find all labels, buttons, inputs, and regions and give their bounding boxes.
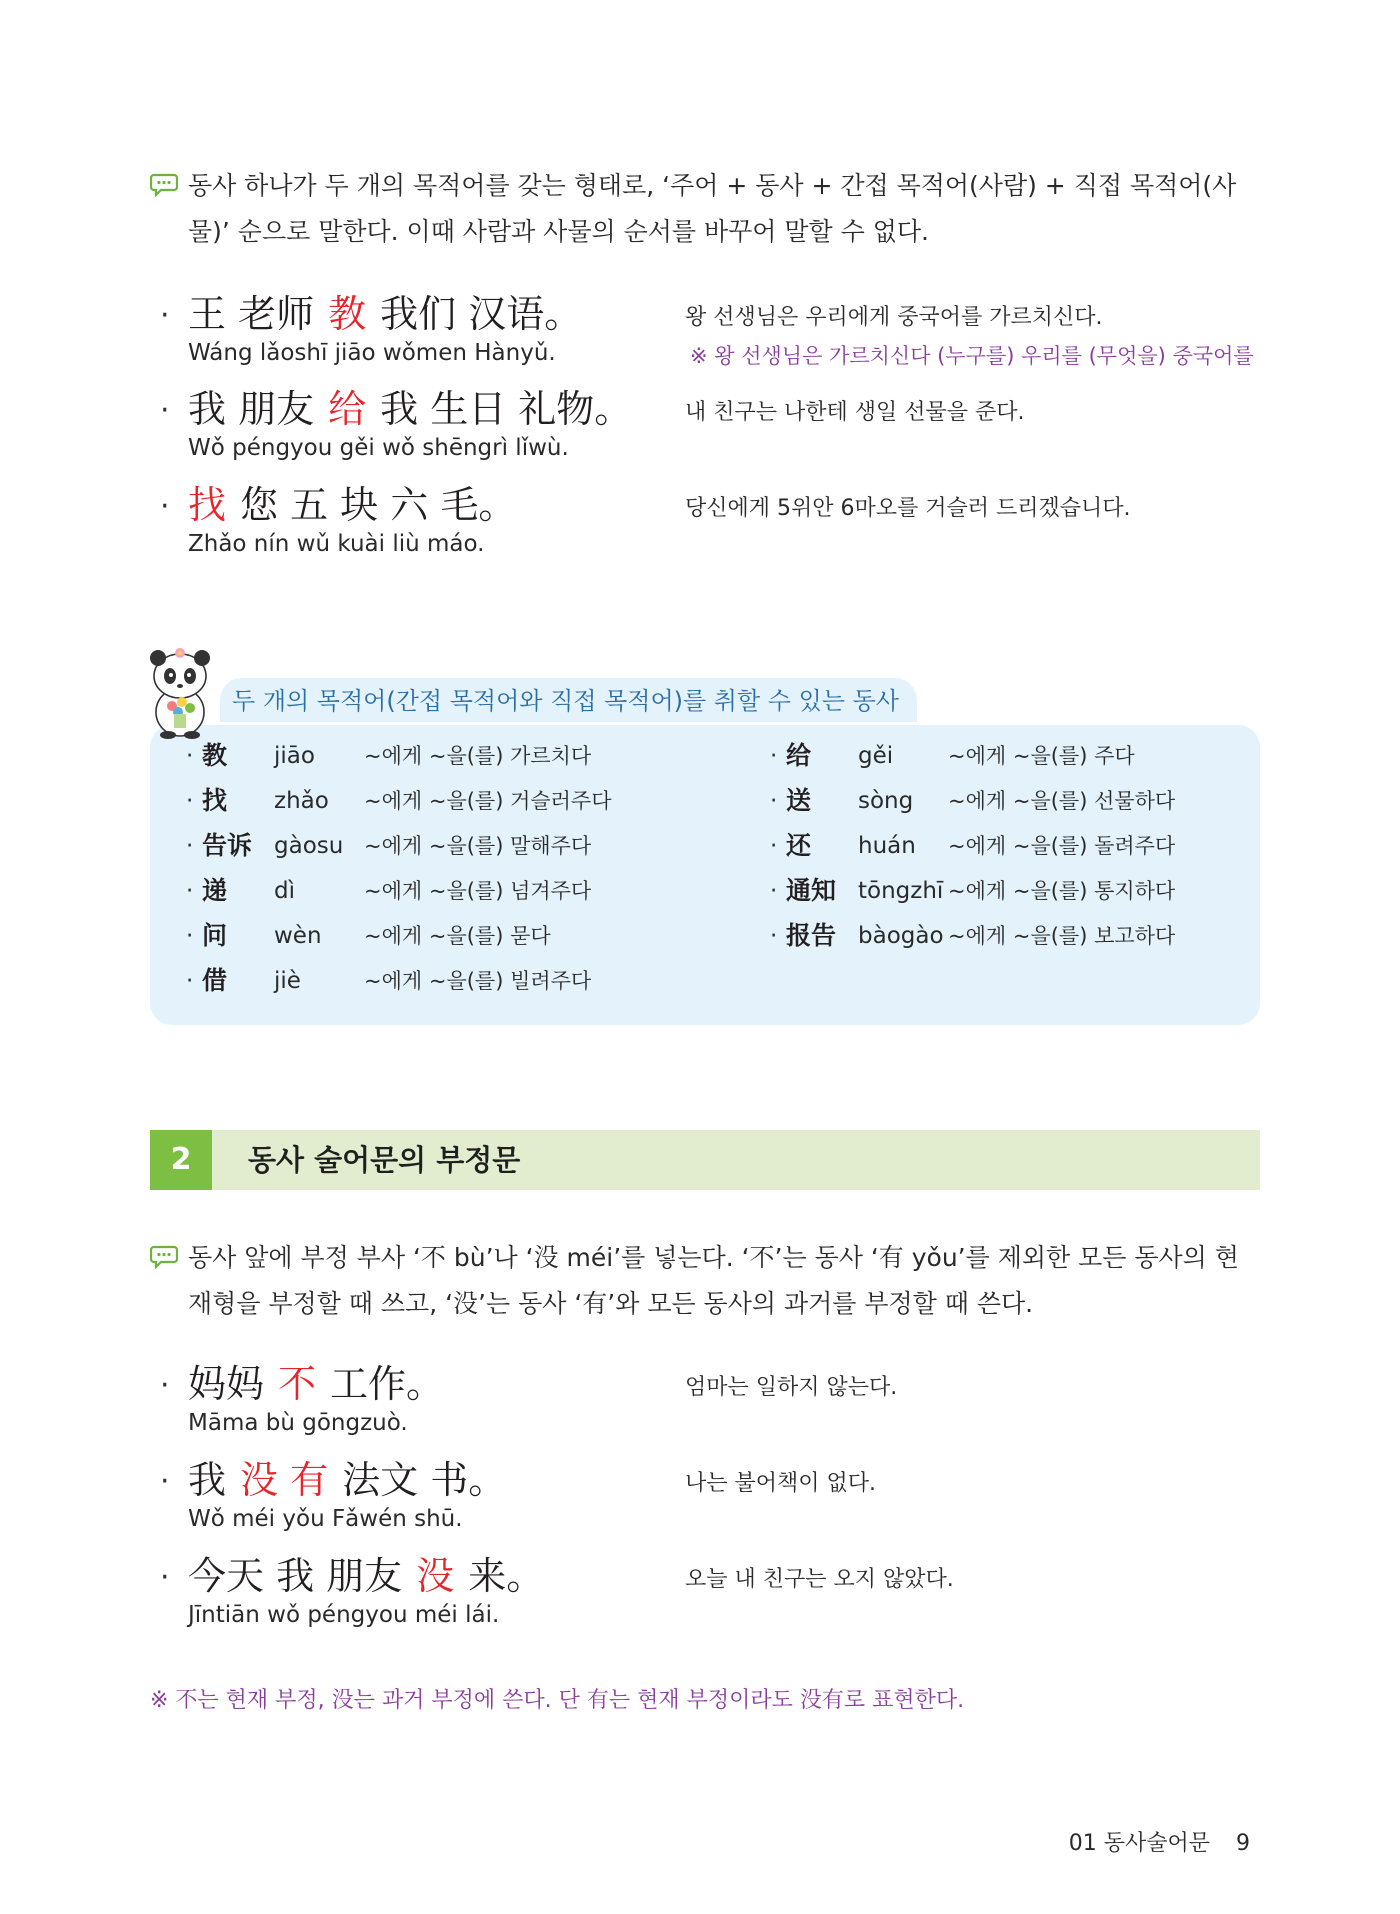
section-header: [150, 1130, 1260, 1190]
example-korean: 오늘 내 친구는 오지 않았다.: [685, 1567, 954, 1592]
bullet: ·: [160, 1464, 170, 1499]
example-pinyin: Wǒ péngyou gěi wǒ shēngrì lǐwù.: [188, 435, 569, 461]
example-2: [160, 385, 1300, 475]
highlight-verb: 给: [328, 387, 367, 431]
highlight-verb: 找: [188, 483, 227, 527]
example-4: [160, 1360, 1300, 1450]
footnote: ※ 不는 현재 부정, 没는 과거 부정에 쓴다. 단 有는 현재 부정이라도 没有로 표현한다.: [150, 1688, 965, 1713]
verb-box-title: 두 개의 목적어(간접 목적어와 직접 목적어)를 취할 수 있는 동사: [220, 678, 917, 722]
highlight-verb: 没: [416, 1554, 455, 1598]
section-number: 2: [150, 1130, 212, 1190]
highlight-verb: 没 有: [240, 1458, 329, 1502]
bullet: ·: [160, 1560, 170, 1595]
example-pinyin: Wǒ méi yǒu Fǎwén shū.: [188, 1506, 463, 1532]
example-korean: 내 친구는 나한테 생일 선물을 준다.: [685, 400, 1025, 425]
bullet: ·: [160, 1368, 170, 1403]
example-3: [160, 481, 1300, 571]
bullet: ·: [160, 393, 170, 428]
example-pinyin: Māma bù gōngzuò.: [188, 1410, 408, 1436]
chapter-label: 01 동사술어문: [1068, 1831, 1210, 1856]
example-korean: 당신에게 5위안 6마오를 거슬러 드리겠습니다.: [685, 496, 1131, 521]
page-number: 9: [1236, 1831, 1250, 1856]
example-korean: 엄마는 일하지 않는다.: [685, 1375, 898, 1400]
speech-bubble-icon: [150, 173, 178, 197]
example-pinyin: Zhǎo nín wǔ kuài liù máo.: [188, 531, 485, 557]
bullet: ·: [160, 298, 170, 333]
example-5: [160, 1456, 1300, 1546]
intro-note-line2: 물)’ 순으로 말한다. 이때 사람과 사물의 순서를 바꾸어 말할 수 없다.: [188, 217, 929, 246]
example-1: [160, 290, 1300, 380]
negation-note-line1: 동사 앞에 부정 부사 ‘不 bù’나 ‘没 méi’를 넣는다. ‘不’는 동사 ‘有 yǒu’를 제외한 모든 동사의 현: [188, 1243, 1239, 1272]
intro-note-line1: 동사 하나가 두 개의 목적어를 갖는 형태로, ‘주어 + 동사 + 간접 목적어(사람) + 직접 목적어(사: [188, 171, 1237, 200]
page-footer: [1069, 1826, 1250, 1857]
example-hanzi: 找 您 五 块 六 毛。: [188, 483, 517, 527]
highlight-verb: 不: [278, 1362, 317, 1406]
example-pinyin: Wáng lǎoshī jiāo wǒmen Hànyǔ.: [188, 340, 556, 366]
example-pinyin: Jīntiān wǒ péngyou méi lái.: [188, 1602, 500, 1628]
speech-bubble-icon: [150, 1245, 178, 1269]
negation-note: [150, 1235, 1260, 1327]
highlight-verb: 教: [328, 292, 367, 336]
example-gloss: ※ 왕 선생님은 가르치신다 (누구를) 우리를 (무엇을) 중국어를: [690, 344, 1254, 368]
example-hanzi: 今天 我 朋友 没 来。: [188, 1554, 545, 1598]
panda-mascot-icon: [140, 640, 220, 740]
negation-note-line2: 재형을 부정할 때 쓰고, ‘没’는 동사 ‘有’와 모든 동사의 과거를 부정할 때 쓴다.: [188, 1289, 1034, 1318]
intro-note: [150, 163, 1260, 255]
example-korean: 나는 불어책이 없다.: [685, 1471, 876, 1496]
bullet: ·: [160, 489, 170, 524]
verb-list-box: · 教 jiāo ~에게 ~을(를) 가르치다 · 找 zhǎo ~에게 ~을(를) 거슬러주다 · 告诉 gàosu ~에게 ~을(를) 말해주다 · 递 dì ~에게 ~을(를) 넘겨주다 · 问 wèn ~에게 ~을(를) 묻다 · 借 jiè ~에게 ~을(를) 빌려주다 · 给 gěi ~에게 ~을(를) 주다 · 送 sòng ~에게 ~을(를) 선물하다 · 还 huán ~에게 ~을(를) 돌려주다 · 通知 tōngzhī ~에게 ~을(를) 통지하다 · 报告 bàogào ~에게 ~을(를) 보고하다: [150, 725, 1260, 1025]
section-title: 동사 술어문의 부정문: [248, 1143, 521, 1177]
example-hanzi: 王 老师 教 我们 汉语。: [188, 292, 583, 336]
example-korean: 왕 선생님은 우리에게 중국어를 가르치신다.: [685, 305, 1103, 330]
example-6: [160, 1552, 1300, 1642]
example-hanzi: 我 没 有 法文 书。: [188, 1458, 507, 1502]
example-hanzi: 我 朋友 给 我 生日 礼物。: [188, 387, 633, 431]
example-hanzi: 妈妈 不 工作。: [188, 1362, 445, 1406]
